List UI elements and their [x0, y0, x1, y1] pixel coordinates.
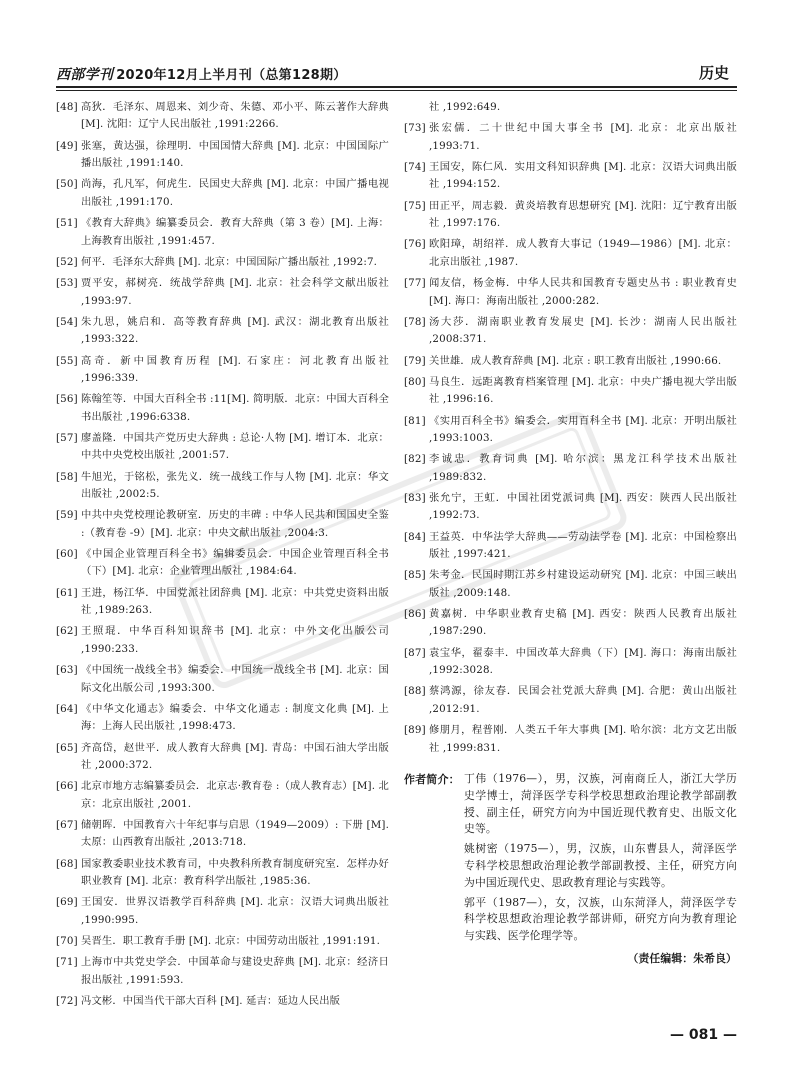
reference-item: [56, 701, 389, 736]
reference-number: [71]: [56, 956, 78, 969]
reference-text: 李诚忠．教育词典 [M]. 哈尔滨：黑龙江科学技术出版社 ,1989:832.: [429, 453, 737, 483]
author-bio: [404, 771, 737, 948]
author-bio-paragraph: 郭平（1987—），女，汉族，山东菏泽人，菏泽医学专科学校思想政治理论教学部讲师，研究方向为教育理论与实践、医学伦理学等。: [464, 895, 737, 943]
reference-number: [70]: [56, 935, 78, 948]
reference-number: [61]: [56, 586, 78, 599]
reference-item: [56, 99, 389, 134]
reference-number: [75]: [404, 199, 426, 212]
reference-item: [404, 683, 737, 718]
reference-item: [56, 623, 389, 658]
reference-number: [59]: [56, 509, 78, 522]
reference-text: 贾平安，郝树亮．统战学辞典 [M]. 北京：社会科学文献出版社 ,1993:97.: [81, 277, 389, 307]
reference-number: [83]: [404, 491, 426, 504]
reference-text: 《中国统一战线全书》编委会．中国统一战线全书 [M]. 北京：国际文化出版公司 ,1993:300.: [81, 664, 389, 694]
reference-text: 冯文彬．中国当代干部大百科 [M]. 延吉：延边人民出版: [81, 995, 341, 1008]
reference-text: 朱九思，姚启和．高等教育辞典 [M]. 武汉：湖北教育出版社 ,1993:322.: [81, 315, 389, 346]
reference-item: [56, 778, 389, 813]
responsible-editor: （责任编辑：朱希良）: [627, 951, 737, 965]
reference-text: 《中国企业管理百科全书》编辑委员会．中国企业管理百科全书（下）[M]. 北京：企业管理出版社 ,1984:64.: [81, 548, 389, 578]
reference-number: [77]: [404, 277, 426, 290]
reference-number: [68]: [56, 857, 78, 870]
reference-number: [67]: [56, 818, 78, 831]
reference-item: [404, 451, 737, 486]
reference-text: 黄嘉树．中华职业教育史稿 [M]. 西安：陕西人民教育出版社 ,1987:290.: [429, 608, 737, 638]
reference-item: [404, 198, 737, 233]
reference-text: 朱考金．民国时期江苏乡村建设运动研究 [M]. 北京：中国三峡出版社 ,2009:148.: [429, 569, 737, 599]
reference-number: [82]: [404, 453, 426, 466]
reference-text: 牛旭光，于铭松，张先义．统一战线工作与人物 [M]. 北京：华文出版社 ,2002:5.: [81, 470, 389, 501]
reference-number: [74]: [404, 161, 426, 173]
reference-text: 修朋月，程普刚．人类五千年大事典 [M]. 哈尔滨：北方文艺出版社 ,1999:831.: [429, 724, 737, 754]
reference-number: [73]: [404, 122, 426, 135]
reference-number: [52]: [56, 255, 78, 268]
reference-item: [404, 314, 737, 349]
reference-number: [58]: [56, 470, 78, 483]
reference-text: 闻友信，杨金梅．中华人民共和国教育专题史丛书 : 职业教育史 [M]. 海口：海南出版社 ,2000:282.: [429, 277, 737, 307]
reference-item-continued: [404, 99, 737, 116]
reference-item: [56, 993, 389, 1010]
references-right-column: [404, 99, 737, 967]
reference-text: 关世雄．成人教育辞典 [M]. 北京 : 职工教育出版社 ,1990:66.: [429, 354, 722, 367]
reference-text: 袁宝华，翟泰丰．中国改革大辞典（下）[M]. 海口：海南出版社 ,1992:3028.: [429, 646, 737, 677]
reference-number: [66]: [56, 780, 78, 793]
reference-item: [404, 159, 737, 194]
page-header: [56, 62, 737, 84]
header-rule-thin: [56, 90, 737, 91]
reference-number: [53]: [56, 277, 78, 290]
reference-number: [88]: [404, 685, 426, 698]
reference-number: [50]: [56, 178, 78, 191]
reference-item: [56, 430, 389, 465]
reference-item: [404, 606, 737, 641]
reference-text: 王国安．世界汉语教学百科辞典 [M]. 北京：汉语大词典出版社 ,1990:995.: [81, 896, 389, 926]
reference-item: [404, 120, 737, 155]
reference-text: 陈翰笙等．中国大百科全书 :11[M]. 简明版．北京：中国大百科全书出版社 ,1996:6338.: [81, 393, 389, 423]
reference-text: 《实用百科全书》编委会．实用百科全书 [M]. 北京：开明出版社 ,1993:1003.: [429, 414, 737, 444]
reference-text: 《教育大辞典》编纂委员会．教育大辞典（第 3 卷）[M]. 上海：上海教育出版社 ,1991:457.: [81, 217, 389, 247]
reference-number: [56]: [56, 393, 78, 406]
reference-item: [56, 507, 389, 542]
reference-number: [78]: [404, 315, 426, 328]
reference-text: 国家教委职业技术教育司，中央教科所教育制度研究室．怎样办好职业教育 [M]. 北京：教育科学出版社 ,1985:36.: [81, 857, 389, 888]
reference-text: 吴晋生．职工教育手册 [M]. 北京：中国劳动出版社 ,1991:191.: [81, 935, 381, 948]
section-label: 历史: [698, 64, 729, 82]
reference-number: [65]: [56, 741, 78, 754]
reference-text: 齐高岱，赵世平．成人教育大辞典 [M]. 青岛：中国石油大学出版社 ,2000:372.: [81, 741, 389, 771]
reference-text: 蔡鸿源，徐友春．民国会社党派大辞典 [M]. 合肥：黄山出版社 ,2012:91.: [429, 685, 737, 715]
reference-item: [56, 662, 389, 697]
reference-item: [56, 215, 389, 250]
reference-item: [56, 817, 389, 852]
reference-item: [56, 856, 389, 891]
reference-text: 王照琨．中华百科知识辞书 [M]. 北京：中外文化出版公司 ,1990:233.: [81, 625, 389, 655]
reference-text: 储朝晖．中国教育六十年纪事与启思（1949—2009）: 下册 [M]. 太原：山西教育出版社 ,2013:718.: [81, 818, 389, 849]
reference-number: [69]: [56, 896, 78, 909]
reference-item: [404, 353, 737, 370]
reference-item: [404, 275, 737, 310]
reference-item: [404, 645, 737, 680]
reference-text: 张宏儒．二十世纪中国大事全书 [M]. 北京：北京出版社 ,1993:71.: [429, 122, 737, 152]
reference-number: [49]: [56, 139, 78, 152]
reference-text: 何平．毛泽东大辞典 [M]. 北京：中国国际广播出版社 ,1992:7.: [81, 255, 378, 268]
reference-number: [87]: [404, 646, 426, 659]
reference-item: [56, 740, 389, 775]
reference-item: [56, 546, 389, 581]
reference-item: [404, 236, 737, 271]
reference-text: 马良生．远距离教育档案管理 [M]. 北京：中央广播电视大学出版社 ,1996:16.: [429, 375, 737, 406]
reference-text: 尚海，孔凡军，何虎生．民国史大辞典 [M]. 北京：中国广播电视出版社 ,1991:170.: [81, 178, 389, 208]
author-bio-paragraph: 丁伟（1976—），男，汉族，河南商丘人，浙江大学历史学博士，菏泽医学专科学校思想政治理论教学部副教授、副主任，研究方向为中国近现代教育史、出版文化史等。: [464, 771, 737, 836]
reference-item: [404, 413, 737, 448]
page-number: — 081 —: [670, 1027, 737, 1043]
reference-item: [56, 353, 389, 388]
reference-text: 高奇．新中国教育历程 [M]. 石家庄：河北教育出版社 ,1996:339.: [81, 354, 389, 384]
reference-number: [51]: [56, 217, 78, 230]
reference-item: [56, 275, 389, 310]
reference-text: 王益英．中华法学大辞典——劳动法学卷 [M]. 北京：中国检察出版社 ,1997:421.: [429, 530, 737, 561]
reference-text: 汤大莎．湖南职业教育发展史 [M]. 长沙：湖南人民出版社 ,2008:371.: [429, 315, 737, 346]
reference-text: 高狄．毛泽东、周恩来、刘少奇、朱德、邓小平、陈云著作大辞典 [M]. 沈阳：辽宁人民出版社 ,1991:2266.: [81, 101, 389, 131]
reference-number: [54]: [56, 315, 78, 328]
reference-item: [404, 722, 737, 757]
author-bio-paragraph: 姚树密（1975—），男，汉族，山东曹县人，菏泽医学专科学校思想政治理论教学部副教授、主任，研究方向为中国近现代史、思政教育理论与实践等。: [464, 842, 737, 889]
reference-number: [89]: [404, 724, 426, 737]
reference-number: [72]: [56, 995, 78, 1008]
reference-text: 欧阳璋，胡绍祥．成人教育大事记（1949—1986）[M]. 北京：北京出版社 ,1987.: [429, 238, 737, 268]
reference-number: [48]: [56, 101, 78, 113]
reference-item: [404, 374, 737, 409]
reference-item: [56, 585, 389, 620]
reference-number: [63]: [56, 664, 78, 677]
journal-logo: 西部学刊: [56, 67, 114, 83]
journal-issue: [56, 64, 347, 84]
reference-number: [84]: [404, 530, 426, 543]
reference-item: [404, 567, 737, 602]
author-bio-label: 作者简介：: [404, 772, 460, 786]
reference-number: [80]: [404, 375, 426, 388]
reference-item: [404, 529, 737, 564]
reference-text: 张允宁，王虹．中国社团党派词典 [M]. 西安：陕西人民出版社 ,1992:73.: [429, 491, 737, 522]
reference-number: [60]: [56, 548, 78, 561]
reference-number: [85]: [404, 569, 426, 582]
issue-label: 2020年12月上半月刊（总第128期）: [116, 68, 347, 83]
reference-item: [56, 391, 389, 426]
reference-number: [62]: [56, 625, 78, 638]
reference-number: [86]: [404, 608, 426, 621]
reference-text: 中共中央党校理论教研室．历史的丰碑 : 中华人民共和国国史全鉴 :（教育卷 -9）[M]. 北京：中央文献出版社 ,2004:3.: [81, 509, 389, 539]
reference-text: 《中华文化通志》编委会．中华文化通志 : 制度文化典 [M]. 上海：上海人民出版社 ,1998:473.: [81, 702, 389, 733]
reference-text: 社 ,1992:649.: [429, 101, 501, 113]
reference-item: [56, 138, 389, 173]
reference-text: 张塞，黄达强，徐理明．中国国情大辞典 [M]. 北京：中国国际广播出版社 ,1991:140.: [81, 139, 389, 170]
reference-item: [56, 933, 389, 950]
reference-number: [76]: [404, 238, 426, 251]
reference-item: [56, 314, 389, 349]
reference-item: [56, 954, 389, 989]
reference-text: 北京市地方志编纂委员会．北京志·教育卷 :（成人教育志）[M]. 北京：北京出版社 ,2001.: [81, 780, 389, 810]
reference-number: [64]: [56, 702, 78, 715]
references-left-column: [56, 99, 389, 1014]
reference-item: [56, 894, 389, 929]
reference-number: [81]: [404, 414, 426, 427]
reference-item: [404, 490, 737, 525]
reference-item: [56, 176, 389, 211]
reference-text: 廖盖隆．中国共产党历史大辞典 : 总论·人物 [M]. 增订本．北京：中共中央党校出版社 ,2001:57.: [81, 431, 389, 462]
reference-text: 田正平，周志毅．黄炎培教育思想研究 [M]. 沈阳：辽宁教育出版社 ,1997:176.: [429, 199, 737, 230]
reference-item: [56, 469, 389, 504]
reference-number: [79]: [404, 354, 426, 367]
reference-text: 上海市中共党史学会．中国革命与建设史辞典 [M]. 北京：经济日报出版社 ,1991:593.: [81, 956, 389, 986]
reference-text: 王进，杨江华．中国党派社团辞典 [M]. 北京：中共党史资料出版社 ,1989:263.: [81, 586, 389, 617]
reference-item: [56, 254, 389, 271]
reference-number: [55]: [56, 354, 78, 367]
header-rule-thick: [56, 86, 737, 88]
reference-text: 王国安，陈仁风．实用文科知识辞典 [M]. 北京：汉语大词典出版社 ,1994:152.: [429, 161, 737, 191]
reference-number: [57]: [56, 431, 78, 444]
